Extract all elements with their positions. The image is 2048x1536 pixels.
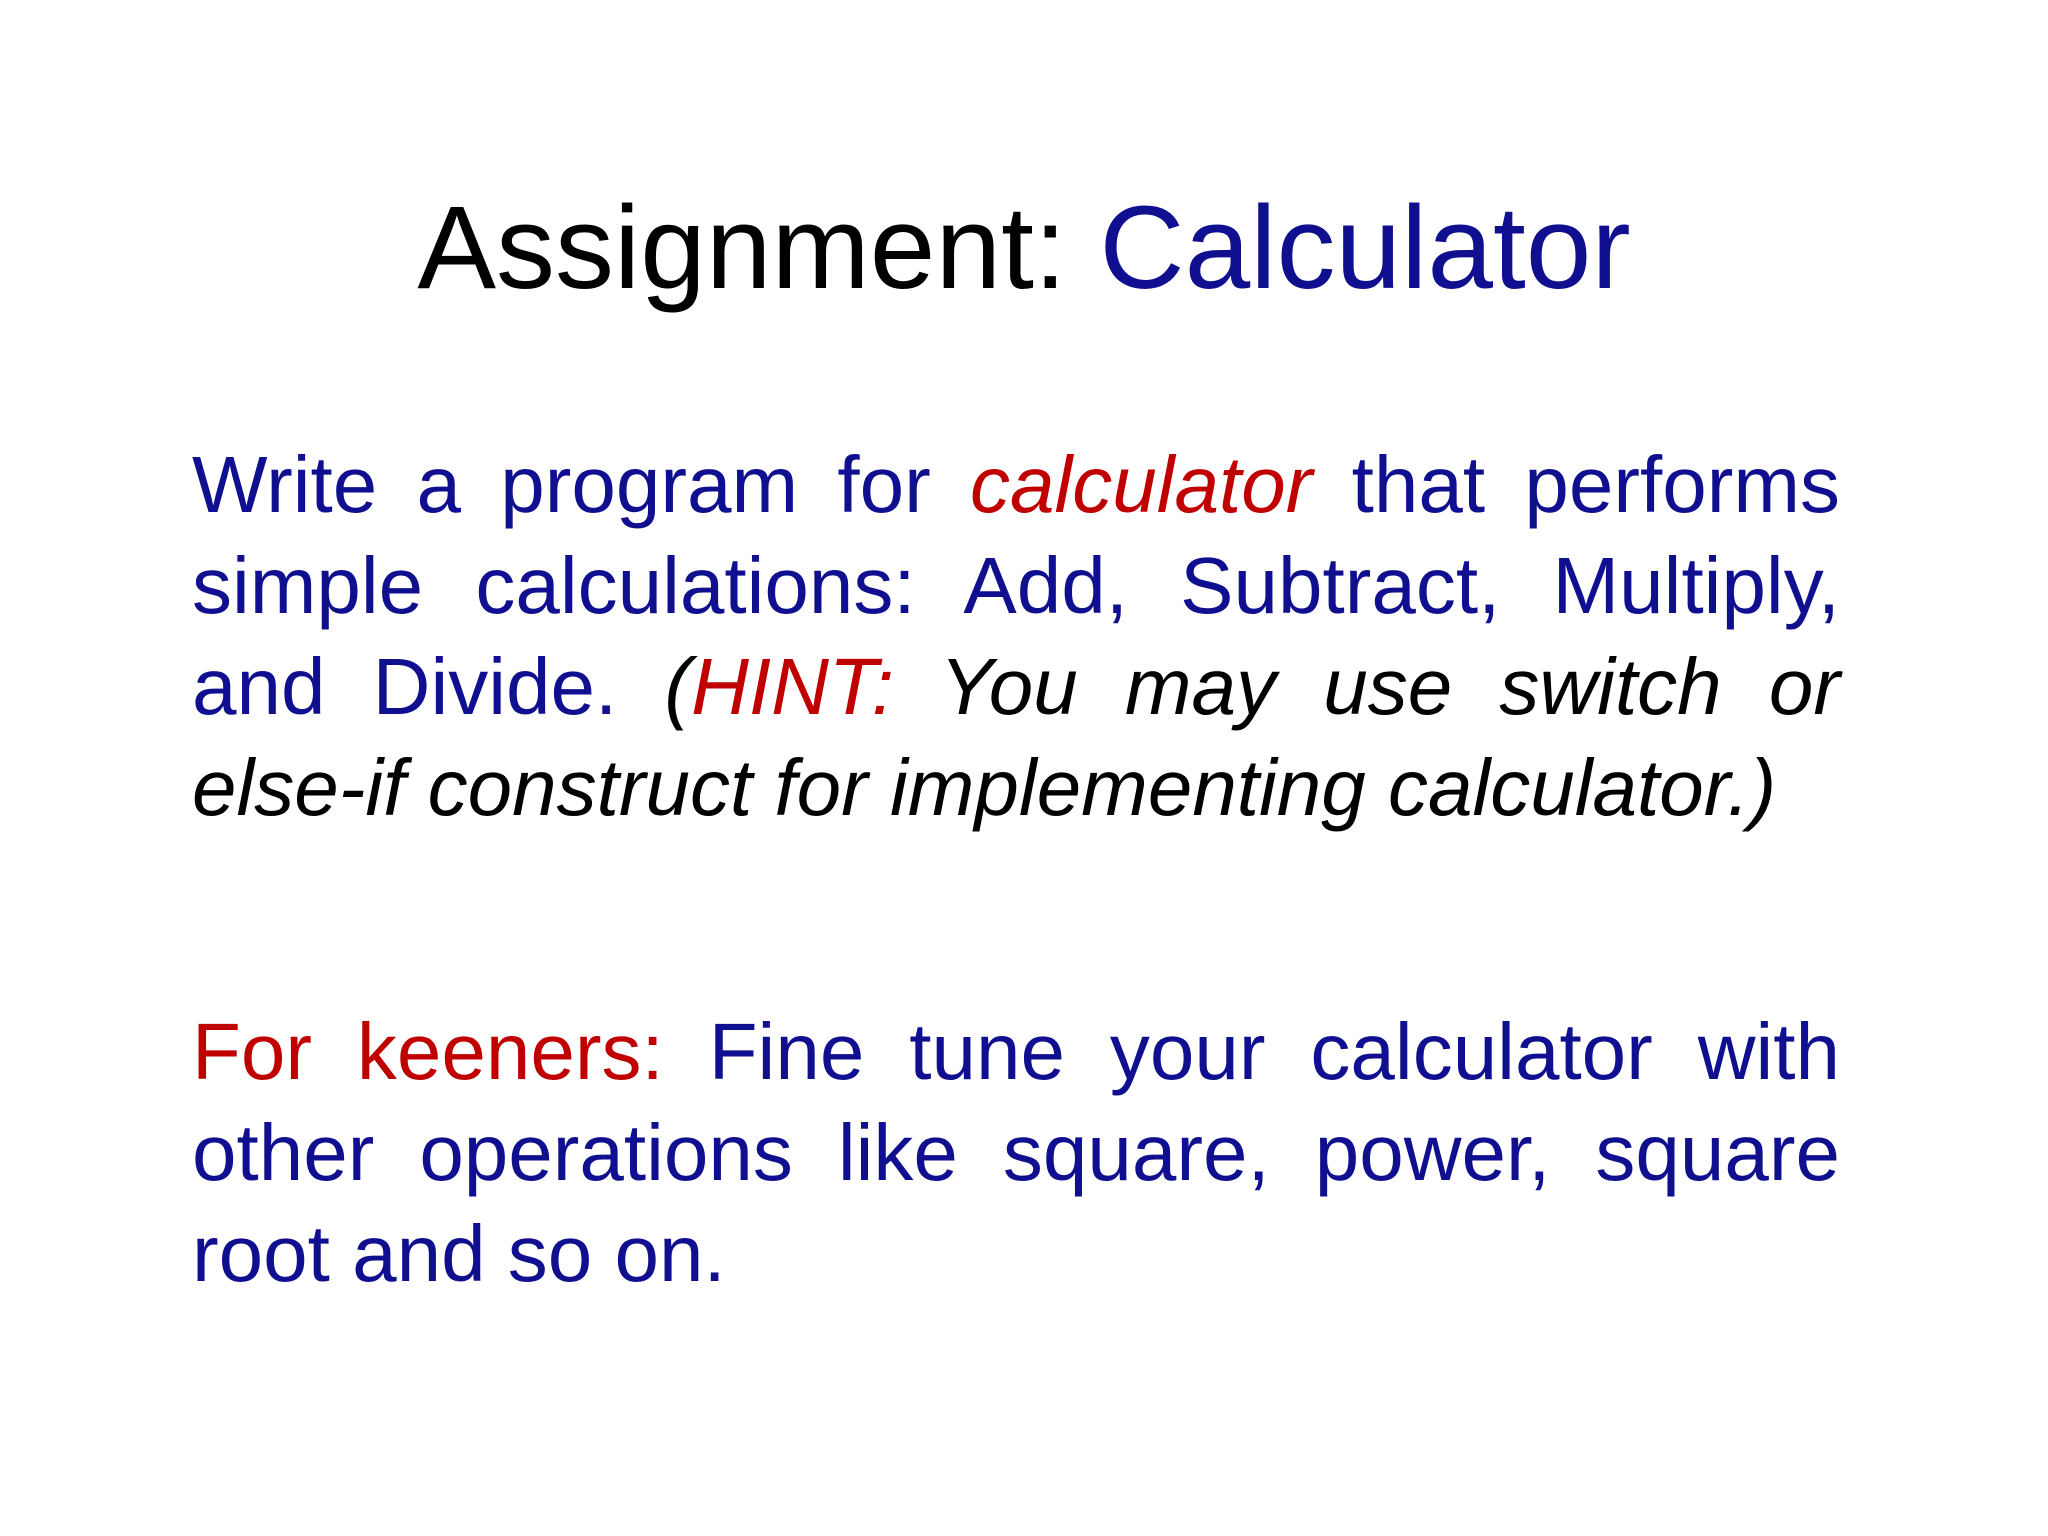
title-prefix: Assignment: <box>417 182 1100 314</box>
keeners-lead: For keeners: <box>192 1007 664 1096</box>
hint-open-paren: ( <box>664 642 692 731</box>
slide-title <box>0 178 2048 318</box>
hint-label: HINT: <box>691 642 894 731</box>
keeners-text: Fine tune your calculator with other operations like square, power, square root and so on. <box>192 1007 1841 1298</box>
paragraph1-text-part2: that performs simple calculations: Add, Subtract, Multiply, and Divide. <box>192 440 1841 731</box>
assignment-paragraph <box>192 434 1840 838</box>
paragraph1-text-part1: Write a program for <box>192 440 971 529</box>
hint-text: You may use switch or else-if construct for implementing calculator.) <box>192 642 1840 832</box>
keeners-paragraph <box>192 1001 1840 1304</box>
paragraph1-emphasis: calculator <box>970 440 1313 529</box>
title-accent: Calculator <box>1099 182 1631 314</box>
